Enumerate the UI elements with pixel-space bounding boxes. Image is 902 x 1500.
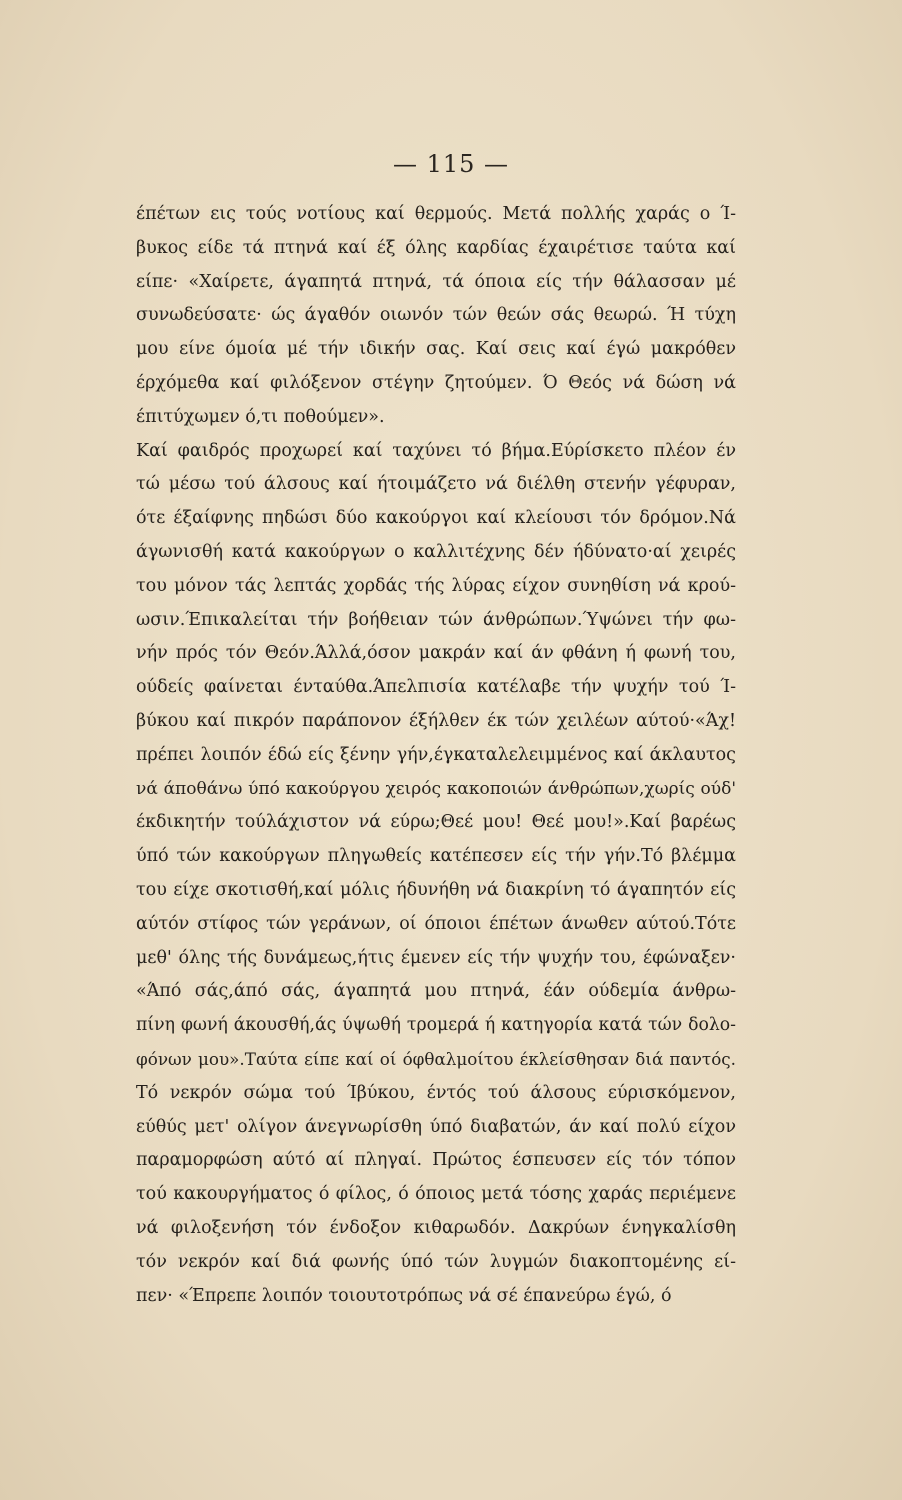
text-line: μεθ' όλης τής δυνάμεως,ήτις έμενεν είς τήν ψυχήν του, έφώναξεν· xyxy=(136,947,736,968)
text-line: έπιτύχωμεν ό,τι ποθούμεν». xyxy=(136,406,385,427)
text-line: τού κακουργήματος ό φίλος, ό όποιος μετά τόσης χαράς περιέμενε xyxy=(136,1184,736,1205)
text-line: φόνων μου».Ταύτα είπε καί οί όφθαλμοίτου έκλείσθησαν διά παντός. xyxy=(136,1048,736,1069)
text-line: Τό νεκρόν σώμα τού Ίβύκου, έντός τού άλσους εύρισκόμενον, xyxy=(136,1082,736,1103)
text-line: βυκος είδε τά πτηνά καί έξ όλης καρδίας έχαιρέτισε ταύτα καί xyxy=(136,237,736,258)
text-line: τόν νεκρόν καί διά φωνής ύπό τών λυγμών διακοπτομένης εί- xyxy=(136,1251,736,1272)
text-line: «Άπό σάς,άπό σάς, άγαπητά μου πτηνά, έάν ούδεμία άνθρω- xyxy=(136,981,736,1002)
text-line: του μόνον τάς λεπτάς χορδάς τής λύρας είχον συνηθίση νά κρού- xyxy=(136,575,736,596)
text-line: Καί φαιδρός προχωρεί καί ταχύνει τό βήμα.Εύρίσκετο πλέον έν xyxy=(136,440,736,461)
text-line: παραμορφώση αύτό αί πληγαί. Πρώτος έσπευσεν είς τόν τόπον xyxy=(136,1150,736,1171)
text-line: άγωνισθή κατά κακούργων ο καλλιτέχνης δέν ήδύνατο·αί χειρές xyxy=(136,541,736,562)
text-line: εύθύς μετ' ολίγον άνεγνωρίσθη ύπό διαβατών, άν καί πολύ είχον xyxy=(136,1116,736,1137)
text-line: έκδικητήν τούλάχιστον νά εύρω;Θεέ μου! Θεέ μου!».Καί βαρέως xyxy=(136,812,736,833)
text-line: ύπό τών κακούργων πληγωθείς κατέπεσεν είς τήν γήν.Τό βλέμμα xyxy=(136,846,736,867)
text-line: ωσιν.Έπικαλείται τήν βοήθειαν τών άνθρώπων.Ύψώνει τήν φω- xyxy=(136,609,736,630)
text-line: βύκου καί πικρόν παράπονον έξήλθεν έκ τών χειλέων αύτού·«Άχ! xyxy=(136,710,736,731)
text-line: μου είνε όμοία μέ τήν ιδικήν σας. Καί σεις καί έγώ μακρόθεν xyxy=(136,339,736,360)
text-line: του είχε σκοτισθή,καί μόλις ήδυνήθη νά διακρίνη τό άγαπητόν είς xyxy=(136,879,736,900)
text-line: πεν· «Έπρεπε λοιπόν τοιουτοτρόπως νά σέ έπανεύρω έγώ, ό xyxy=(136,1285,672,1306)
body-text xyxy=(136,198,736,1313)
page-number: — 115 — xyxy=(392,150,510,178)
text-line: τώ μέσω τού άλσους καί ήτοιμάζετο νά διέλθη στενήν γέφυραν, xyxy=(136,474,736,495)
text-line: πρέπει λοιπόν έδώ είς ξένην γήν,έγκαταλελειμμένος καί άκλαυτος xyxy=(136,744,736,765)
text-line: έρχόμεθα καί φιλόξενον στέγην ζητούμεν. Ό Θεός νά δώση νά xyxy=(136,372,736,393)
text-line: πίνη φωνή άκουσθή,άς ύψωθή τρομερά ή κατηγορία κατά τών δολο- xyxy=(136,1015,736,1036)
text-line: αύτόν στίφος τών γεράνων, οί όποιοι έπέτων άνωθεν αύτού.Τότε xyxy=(136,913,736,934)
text-line: νά άποθάνω ύπό κακούργου χειρός κακοποιών άνθρώπων,χωρίς ούδ' xyxy=(136,778,736,799)
text-line: έπέτων εις τούς νοτίους καί θερμούς. Μετά πολλής χαράς ο Ί- xyxy=(136,204,736,224)
text-line: νά φιλοξενήση τόν ένδοξον κιθαρωδόν. Δακρύων ένηγκαλίσθη xyxy=(136,1217,736,1238)
text-line: νήν πρός τόν Θεόν.Άλλά,όσον μακράν καί άν φθάνη ή φωνή του, xyxy=(136,643,736,664)
text-line: συνωδεύσατε· ώς άγαθόν οιωνόν τών θεών σάς θεωρώ. Ή τύχη xyxy=(136,305,736,326)
text-line: ότε έξαίφνης πηδώσι δύο κακούργοι καί κλείουσι τόν δρόμον.Νά xyxy=(136,508,736,529)
text-line: ούδείς φαίνεται ένταύθα.Άπελπισία κατέλαβε τήν ψυχήν τού Ί- xyxy=(136,677,736,698)
text-line: είπε· «Χαίρετε, άγαπητά πτηνά, τά όποια είς τήν θάλασσαν μέ xyxy=(136,271,736,292)
